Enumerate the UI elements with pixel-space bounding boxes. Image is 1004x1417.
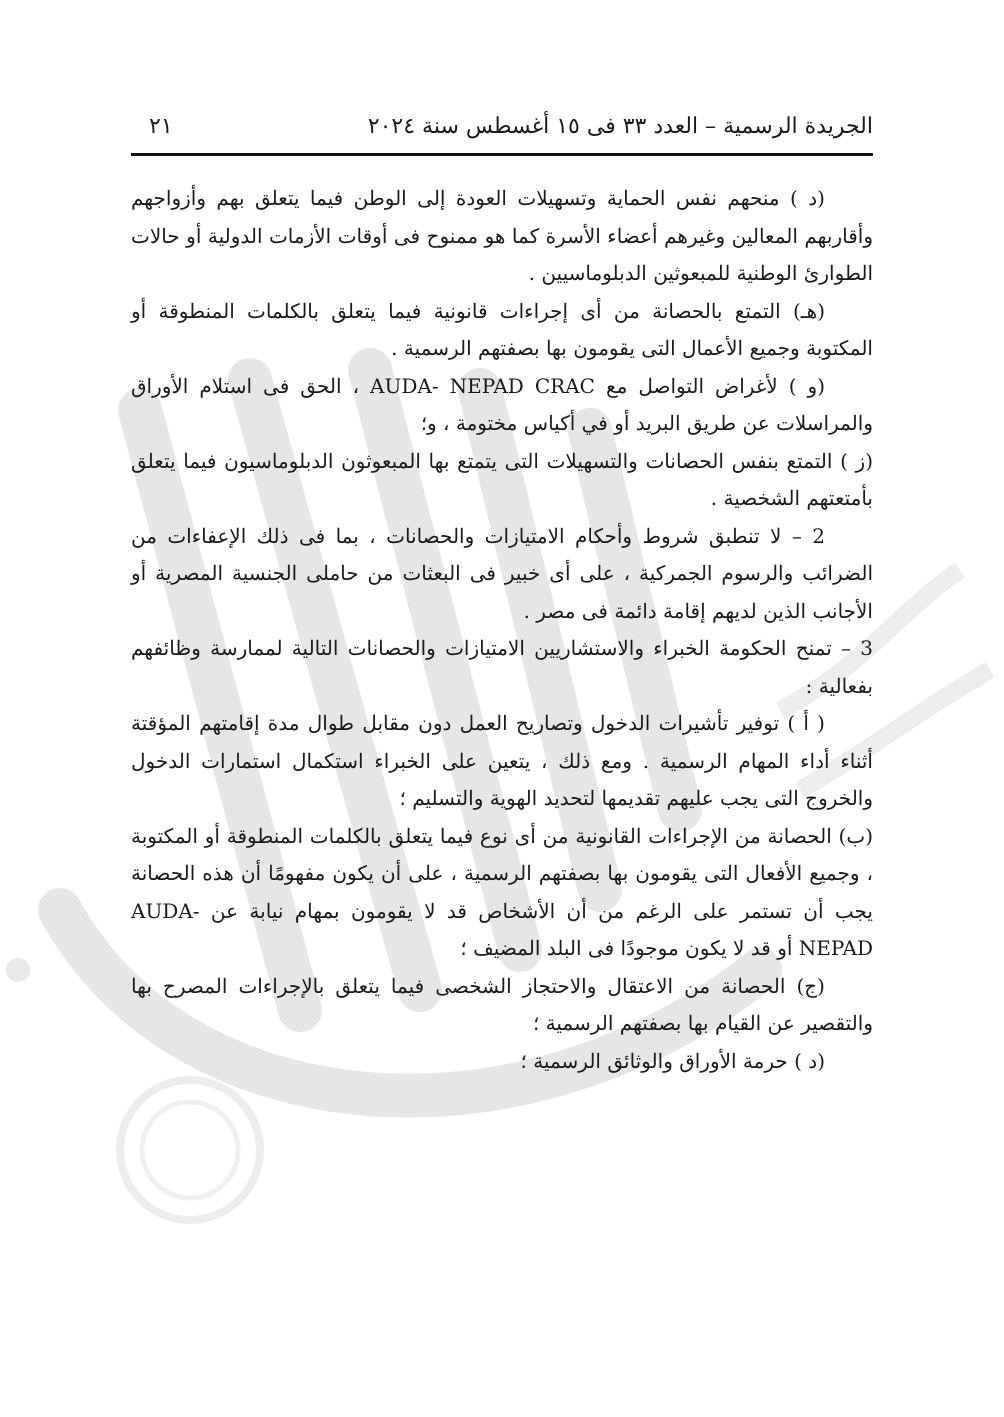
- paragraph: 2 – لا تنطبق شروط وأحكام الامتيازات والحصانات ، بما فى ذلك الإعفاءات من الضرائب والرسوم الجمركية ، على أى خبير فى البعثات من حاملى الجنسية المصرية أو الأجانب الذين لديهم إقامة دائمة فى مصر .: [131, 523, 873, 623]
- paragraph: (د ) حرمة الأوراق والوثائق الرسمية ؛: [520, 1048, 825, 1073]
- document-body: [131, 180, 873, 1080]
- paragraph: (و ) لأغراض التواصل مع AUDA- NEPAD CRAC ، الحق فى استلام الأوراق والمراسلات عن طريق البريد أو في أكياس مختومة ، و؛: [131, 373, 873, 435]
- header-title: الجريدة الرسمية – العدد ٣٣ فى ١٥ أغسطس سنة ٢٠٢٤: [367, 114, 873, 139]
- page-number: ٢١: [149, 114, 173, 139]
- page-header: [131, 108, 873, 156]
- paragraph: (ب) الحصانة من الإجراءات القانونية من أى نوع فيما يتعلق بالكلمات المنطوقة أو المكتوبة ، وجميع الأفعال التى يقومون بها بصفتهم الرسمية ، على أن يكون مفهومًا أن هذه الحصانة يجب أن تستمر على الرغم من أن الأشخاص قد لا يقومون بمهام نيابة عن AUDA- NEPAD أو قد لا يكون موجودًا فى البلد المضيف ؛: [131, 823, 873, 960]
- header-rule: [131, 153, 873, 156]
- paragraph: (هـ) التمتع بالحصانة من أى إجراءات قانونية فيما يتعلق بالكلمات المنطوقة أو المكتوبة وجميع الأعمال التى يقومون بها بصفتهم الرسمية .: [131, 298, 873, 360]
- paragraph: 3 – تمنح الحكومة الخبراء والاستشاريين الامتيازات والحصانات التالية لممارسة وظائفهم بفعالية :: [131, 636, 873, 698]
- paragraph: (ز ) التمتع بنفس الحصانات والتسهيلات التى يتمتع بها المبعوثون الدبلوماسيون فيما يتعلق بأمتعتهم الشخصية .: [131, 448, 873, 510]
- paragraph: (د ) منحهم نفس الحماية وتسهيلات العودة إلى الوطن فيما يتعلق بهم وأزواجهم وأقاربهم المعالين وغيرهم أعضاء الأسرة كما هو ممنوح فى أوقات الأزمات الدولية أو حالات الطوارئ الوطنية للمبعوثين الدبلوماسيين .: [131, 186, 873, 285]
- paragraph: ( أ ) توفير تأشيرات الدخول وتصاريح العمل دون مقابل طوال مدة إقامتهم المؤقتة أثناء أداء المهام الرسمية . ومع ذلك ، يتعين على الخبراء استكمال استمارات الدخول والخروج التى يجب عليهم تقديمها لتحديد الهوية والتسليم ؛: [131, 711, 873, 810]
- paragraph: (ج) الحصانة من الاعتقال والاحتجاز الشخصى فيما يتعلق بالإجراءات المصرح بها والتقصير عن القيام بها بصفتهم الرسمية ؛: [131, 973, 873, 1035]
